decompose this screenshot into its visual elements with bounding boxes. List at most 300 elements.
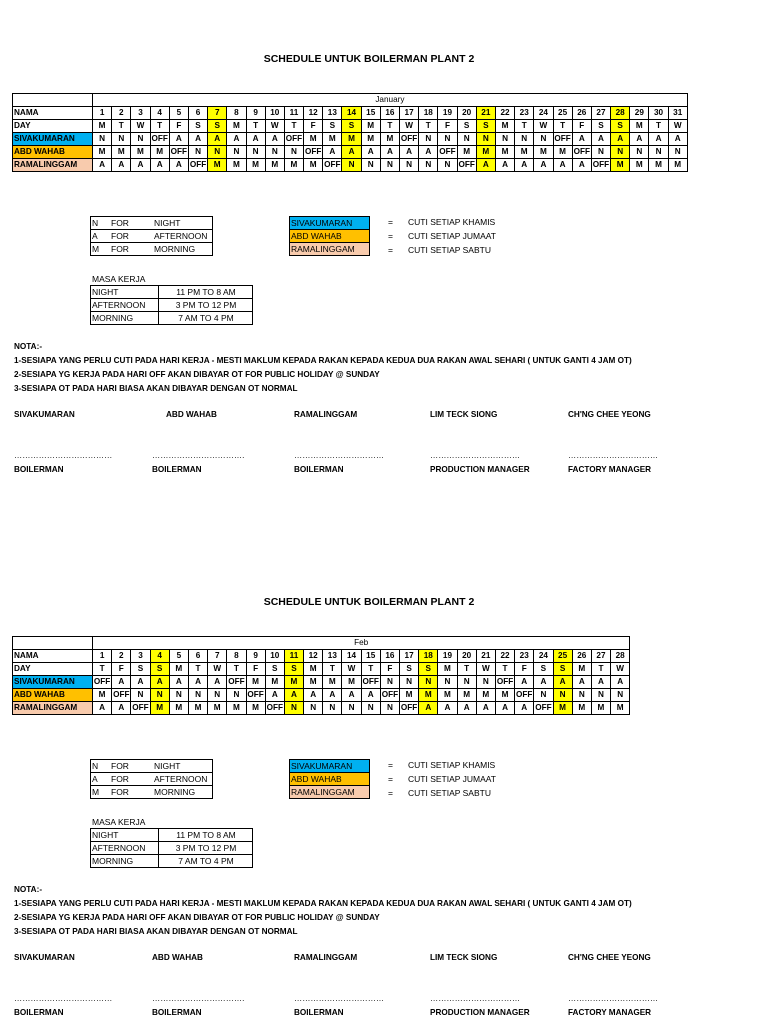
weekday-cell: F	[572, 120, 591, 133]
signature-line: ……………………………	[568, 994, 659, 1003]
weekday-cell: W	[265, 120, 284, 133]
date-cell: 1	[93, 107, 112, 120]
page-title: SCHEDULE UNTUK BOILERMAN PLANT 2	[263, 596, 475, 608]
schedule-table	[12, 93, 688, 172]
shift-cell: M	[361, 133, 380, 146]
shift-cell: N	[534, 689, 553, 702]
shift-cell: A	[591, 676, 610, 689]
legend-meaning: NIGHT	[153, 217, 213, 230]
month-header-row	[13, 94, 688, 107]
legend-for: FOR	[110, 760, 153, 773]
date-cell: 19	[438, 650, 457, 663]
date-cell: 28	[611, 107, 630, 120]
signatory-role: PRODUCTION MANAGER	[430, 1008, 530, 1017]
date-cell: 14	[342, 650, 361, 663]
shift-cell: M	[668, 159, 687, 172]
shift-cell: OFF	[112, 689, 131, 702]
date-cell: 23	[515, 650, 534, 663]
date-cell: 17	[400, 650, 419, 663]
legend-row	[91, 217, 213, 230]
weekday-cell: W	[476, 663, 495, 676]
shift-name: MORNING	[91, 855, 159, 868]
shift-cell: M	[246, 676, 265, 689]
weekday-cell: F	[380, 663, 399, 676]
shift-cell: A	[246, 133, 265, 146]
leave-day-row	[388, 787, 496, 801]
color-key-name: ABD WAHAB	[290, 773, 370, 786]
shift-cell: OFF	[457, 159, 476, 172]
date-cell: 3	[131, 107, 150, 120]
shift-legend	[90, 216, 213, 256]
shift-cell: A	[93, 702, 112, 715]
shift-cell: M	[380, 133, 399, 146]
weekday-cell: W	[342, 663, 361, 676]
shift-cell: OFF	[323, 159, 342, 172]
shift-cell: A	[131, 676, 150, 689]
weekday-cell: M	[438, 663, 457, 676]
weekday-cell: F	[169, 120, 188, 133]
shift-cell: M	[304, 676, 323, 689]
signatory-name: LIM TECK SIONG	[430, 410, 498, 419]
shift-cell: N	[400, 676, 419, 689]
signature-line: ……………………………	[568, 451, 659, 460]
schedule-sheet-feb	[0, 543, 768, 1024]
leave-day-text: CUTI SETIAP SABTU	[408, 245, 491, 255]
weekday-cell: M	[227, 120, 246, 133]
shift-cell: A	[361, 689, 380, 702]
shift-cell: M	[342, 676, 361, 689]
shift-cell: N	[649, 146, 668, 159]
date-cell: 24	[534, 650, 553, 663]
date-cell: 22	[495, 650, 514, 663]
leave-day-list	[388, 216, 496, 258]
employee-name-cell: RAMALINGGAM	[13, 702, 93, 715]
shift-cell: M	[476, 146, 495, 159]
weekday-cell: W	[131, 120, 150, 133]
signature-line: ……………………………	[294, 994, 385, 1003]
shift-cell: A	[265, 133, 284, 146]
date-cell: 22	[495, 107, 514, 120]
shift-cell: OFF	[495, 676, 514, 689]
shift-cell: A	[553, 159, 572, 172]
weekday-cell: T	[515, 120, 534, 133]
nama-label: NAMA	[13, 650, 93, 663]
shift-cell: N	[495, 133, 514, 146]
signatory-name: LIM TECK SIONG	[430, 953, 498, 962]
weekday-cell: F	[515, 663, 534, 676]
signatory-role: BOILERMAN	[14, 1008, 64, 1017]
shift-cell: M	[553, 702, 572, 715]
legend-for: FOR	[110, 786, 153, 799]
equals-sign: =	[388, 245, 393, 255]
shift-time: 3 PM TO 12 PM	[159, 299, 253, 312]
working-hours-label: MASA KERJA	[92, 274, 146, 284]
shift-name: MORNING	[91, 312, 159, 325]
shift-cell: A	[188, 133, 207, 146]
shift-cell: A	[515, 159, 534, 172]
weekday-cell: M	[572, 663, 591, 676]
date-cell: 27	[591, 650, 610, 663]
shift-cell: M	[457, 146, 476, 159]
date-cell: 23	[515, 107, 534, 120]
working-hours-table	[90, 285, 253, 325]
legend-row	[91, 243, 213, 256]
signatory-role: FACTORY MANAGER	[568, 1008, 652, 1017]
weekday-cell: S	[342, 120, 361, 133]
shift-cell: A	[611, 133, 630, 146]
employee-name-cell: SIVAKUMARAN	[13, 676, 93, 689]
shift-cell: M	[208, 702, 227, 715]
shift-cell: A	[419, 146, 438, 159]
shift-cell: N	[188, 689, 207, 702]
weekday-cell: S	[323, 120, 342, 133]
shift-cell: A	[400, 146, 419, 159]
shift-cell: N	[93, 133, 112, 146]
note-line: NOTA:-	[14, 342, 43, 351]
shift-cell: A	[361, 146, 380, 159]
weekday-cell: T	[553, 120, 572, 133]
shift-cell: N	[208, 689, 227, 702]
color-key-row	[290, 243, 370, 256]
page-title: SCHEDULE UNTUK BOILERMAN PLANT 2	[263, 53, 475, 65]
weekday-cell: M	[304, 663, 323, 676]
equals-sign: =	[388, 217, 393, 227]
shift-time: 3 PM TO 12 PM	[159, 842, 253, 855]
shift-cell: N	[131, 689, 150, 702]
shift-cell: OFF	[150, 133, 169, 146]
shift-time: 7 AM TO 4 PM	[159, 855, 253, 868]
date-cell: 7	[208, 650, 227, 663]
shift-cell: M	[93, 689, 112, 702]
shift-cell: M	[553, 146, 572, 159]
note-line: 1-SESIAPA YANG PERLU CUTI PADA HARI KERJA - MESTI MAKLUM KEPADA RAKAN KEPADA KEDUA DUA RAKAN AWAL SEHARI ( UNTUK GANTI 4 JAM OT)	[14, 356, 632, 365]
date-cell: 3	[131, 650, 150, 663]
shift-cell: OFF	[572, 146, 591, 159]
date-cell: 27	[591, 107, 610, 120]
date-cell: 9	[246, 650, 265, 663]
shift-cell: N	[246, 146, 265, 159]
shift-cell: N	[591, 689, 610, 702]
legend-meaning: AFTERNOON	[153, 773, 213, 786]
date-cell: 10	[265, 650, 284, 663]
shift-cell: A	[495, 702, 514, 715]
schedule-row	[13, 702, 630, 715]
date-cell: 25	[553, 107, 572, 120]
weekday-cell: S	[188, 120, 207, 133]
shift-cell: N	[438, 676, 457, 689]
legend-row	[91, 760, 213, 773]
working-hours-label: MASA KERJA	[92, 817, 146, 827]
date-cell: 8	[227, 107, 246, 120]
date-cell: 7	[208, 107, 227, 120]
shift-cell: A	[553, 676, 572, 689]
leave-day-list	[388, 759, 496, 801]
signatory-name: RAMALINGGAM	[294, 410, 358, 419]
shift-cell: N	[150, 689, 169, 702]
legend-row	[91, 786, 213, 799]
weekday-cell: F	[112, 663, 131, 676]
shift-cell: M	[246, 702, 265, 715]
shift-cell: M	[476, 689, 495, 702]
weekday-cell: T	[227, 663, 246, 676]
signature-line: …………………………….	[152, 451, 245, 460]
working-hours-row	[91, 312, 253, 325]
leave-day-row	[388, 759, 496, 773]
weekday-cell: S	[591, 120, 610, 133]
shift-cell: M	[169, 702, 188, 715]
shift-cell: A	[169, 133, 188, 146]
color-key-row	[290, 217, 370, 230]
shift-cell: A	[284, 689, 303, 702]
shift-cell: A	[323, 689, 342, 702]
leave-day-text: CUTI SETIAP JUMAAT	[408, 231, 497, 241]
signatory-role: BOILERMAN	[294, 1008, 344, 1017]
shift-cell: A	[515, 702, 534, 715]
shift-cell: A	[150, 159, 169, 172]
shift-cell: N	[284, 146, 303, 159]
weekday-cell: S	[131, 663, 150, 676]
shift-cell: M	[323, 676, 342, 689]
shift-cell: M	[572, 702, 591, 715]
shift-cell: N	[208, 146, 227, 159]
color-key-row	[290, 230, 370, 243]
weekday-row	[13, 120, 688, 133]
shift-cell: OFF	[400, 133, 419, 146]
shift-cell: M	[227, 702, 246, 715]
date-cell: 28	[611, 650, 630, 663]
date-cell: 5	[169, 650, 188, 663]
leave-day-row	[388, 773, 496, 787]
shift-cell: OFF	[400, 702, 419, 715]
legend-meaning: NIGHT	[153, 760, 213, 773]
color-key-name: RAMALINGGAM	[290, 243, 370, 256]
weekday-cell: W	[668, 120, 687, 133]
date-cell: 15	[361, 107, 380, 120]
legend-code: N	[91, 217, 111, 230]
date-cell: 16	[380, 107, 399, 120]
date-cell: 2	[112, 650, 131, 663]
shift-cell: A	[112, 702, 131, 715]
shift-cell: A	[591, 133, 610, 146]
shift-cell: N	[265, 146, 284, 159]
shift-cell: A	[342, 146, 361, 159]
signature-line: ………………………………	[14, 451, 113, 460]
legend-meaning: MORNING	[153, 786, 213, 799]
shift-cell: A	[515, 676, 534, 689]
signature-line: ……………………………	[430, 451, 521, 460]
working-hours-row	[91, 829, 253, 842]
shift-cell: A	[380, 146, 399, 159]
shift-cell: A	[304, 689, 323, 702]
color-key-name: SIVAKUMARAN	[290, 217, 370, 230]
shift-cell: N	[342, 702, 361, 715]
shift-cell: A	[668, 133, 687, 146]
shift-cell: A	[649, 133, 668, 146]
shift-cell: N	[438, 133, 457, 146]
shift-cell: OFF	[361, 676, 380, 689]
date-cell: 13	[323, 650, 342, 663]
shift-cell: A	[572, 133, 591, 146]
note-line: 3-SESIAPA OT PADA HARI BIASA AKAN DIBAYAR DENGAN OT NORMAL	[14, 384, 298, 393]
shift-cell: N	[572, 689, 591, 702]
date-cell: 10	[265, 107, 284, 120]
weekday-cell: T	[246, 120, 265, 133]
shift-cell: N	[361, 159, 380, 172]
shift-cell: N	[515, 133, 534, 146]
day-label: DAY	[13, 663, 93, 676]
shift-cell: N	[476, 133, 495, 146]
date-cell: 26	[572, 107, 591, 120]
weekday-cell: S	[400, 663, 419, 676]
shift-cell: N	[227, 689, 246, 702]
weekday-cell: M	[169, 663, 188, 676]
weekday-cell: T	[591, 663, 610, 676]
shift-cell: M	[342, 133, 361, 146]
date-cell: 20	[457, 107, 476, 120]
legend-for: FOR	[110, 230, 153, 243]
weekday-cell: M	[630, 120, 649, 133]
notes	[14, 340, 632, 396]
leave-day-text: CUTI SETIAP SABTU	[408, 788, 491, 798]
shift-cell: M	[515, 146, 534, 159]
shift-cell: M	[112, 146, 131, 159]
signatory-name: CH'NG CHEE YEONG	[568, 953, 651, 962]
date-row	[13, 650, 630, 663]
legend-code: N	[91, 760, 111, 773]
note-line: 2-SESIAPA YG KERJA PADA HARI OFF AKAN DIBAYAR OT FOR PUBLIC HOLIDAY @ SUNDAY	[14, 913, 380, 922]
shift-cell: N	[668, 146, 687, 159]
leave-day-row	[388, 230, 496, 244]
shift-cell: N	[457, 676, 476, 689]
shift-cell: A	[131, 159, 150, 172]
shift-cell: A	[495, 159, 514, 172]
weekday-cell: T	[112, 120, 131, 133]
shift-cell: N	[342, 159, 361, 172]
legend-for: FOR	[110, 217, 153, 230]
legend-meaning: AFTERNOON	[153, 230, 213, 243]
weekday-row	[13, 663, 630, 676]
weekday-cell: M	[495, 120, 514, 133]
date-cell: 6	[188, 107, 207, 120]
shift-cell: OFF	[534, 702, 553, 715]
date-cell: 21	[476, 650, 495, 663]
signatory-role: FACTORY MANAGER	[568, 465, 652, 474]
shift-cell: N	[188, 146, 207, 159]
shift-cell: M	[400, 689, 419, 702]
shift-cell: M	[304, 133, 323, 146]
nama-label: NAMA	[13, 107, 93, 120]
shift-cell: M	[611, 159, 630, 172]
shift-cell: A	[419, 702, 438, 715]
shift-name: NIGHT	[91, 829, 159, 842]
employee-name-cell: RAMALINGGAM	[13, 159, 93, 172]
day-label: DAY	[13, 120, 93, 133]
shift-cell: M	[265, 159, 284, 172]
shift-cell: OFF	[169, 146, 188, 159]
leave-day-row	[388, 216, 496, 230]
shift-cell: N	[534, 133, 553, 146]
shift-cell: M	[495, 689, 514, 702]
signature-line: ……………………………	[430, 994, 521, 1003]
shift-cell: M	[457, 689, 476, 702]
signatory-role: BOILERMAN	[294, 465, 344, 474]
signatory-name: SIVAKUMARAN	[14, 410, 75, 419]
shift-cell: M	[93, 146, 112, 159]
shift-cell: M	[131, 146, 150, 159]
shift-cell: A	[572, 676, 591, 689]
date-cell: 16	[380, 650, 399, 663]
weekday-cell: S	[150, 663, 169, 676]
shift-cell: OFF	[131, 702, 150, 715]
signatory-role: PRODUCTION MANAGER	[430, 465, 530, 474]
schedule-row	[13, 689, 630, 702]
shift-cell: A	[265, 689, 284, 702]
weekday-cell: S	[208, 120, 227, 133]
legend-row	[91, 773, 213, 786]
blank-cell	[13, 94, 93, 107]
month-label: January	[93, 94, 688, 107]
signatory-name: RAMALINGGAM	[294, 953, 358, 962]
weekday-cell: S	[284, 663, 303, 676]
weekday-cell: T	[649, 120, 668, 133]
shift-cell: N	[131, 133, 150, 146]
shift-cell: A	[169, 676, 188, 689]
shift-cell: A	[534, 676, 553, 689]
shift-cell: N	[419, 159, 438, 172]
legend-for: FOR	[110, 243, 153, 256]
weekday-cell: S	[419, 663, 438, 676]
shift-cell: N	[304, 702, 323, 715]
leave-day-text: CUTI SETIAP KHAMIS	[408, 217, 496, 227]
shift-cell: M	[630, 159, 649, 172]
shift-name: NIGHT	[91, 286, 159, 299]
shift-cell: N	[611, 146, 630, 159]
shift-cell: N	[227, 146, 246, 159]
shift-cell: A	[611, 676, 630, 689]
employee-color-key	[289, 759, 370, 799]
note-line: 3-SESIAPA OT PADA HARI BIASA AKAN DIBAYAR DENGAN OT NORMAL	[14, 927, 298, 936]
signatory-name: SIVAKUMARAN	[14, 953, 75, 962]
legend-code: M	[91, 243, 111, 256]
date-cell: 4	[150, 650, 169, 663]
signatory-role: BOILERMAN	[152, 1008, 202, 1017]
date-cell: 6	[188, 650, 207, 663]
shift-cell: OFF	[227, 676, 246, 689]
signatory-role: BOILERMAN	[14, 465, 64, 474]
weekday-cell: S	[611, 120, 630, 133]
legend-code: M	[91, 786, 111, 799]
date-cell: 21	[476, 107, 495, 120]
shift-time: 11 PM TO 8 AM	[159, 829, 253, 842]
notes	[14, 883, 632, 939]
shift-cell: OFF	[553, 133, 572, 146]
weekday-cell: T	[419, 120, 438, 133]
shift-cell: N	[419, 133, 438, 146]
shift-cell: N	[169, 689, 188, 702]
shift-cell: OFF	[284, 133, 303, 146]
weekday-cell: W	[611, 663, 630, 676]
shift-cell: N	[591, 146, 610, 159]
shift-cell: OFF	[591, 159, 610, 172]
weekday-cell: W	[400, 120, 419, 133]
color-key-row	[290, 760, 370, 773]
date-cell: 20	[457, 650, 476, 663]
shift-cell: M	[419, 689, 438, 702]
shift-cell: N	[323, 702, 342, 715]
schedule-row	[13, 146, 688, 159]
date-cell: 1	[93, 650, 112, 663]
weekday-cell: S	[265, 663, 284, 676]
